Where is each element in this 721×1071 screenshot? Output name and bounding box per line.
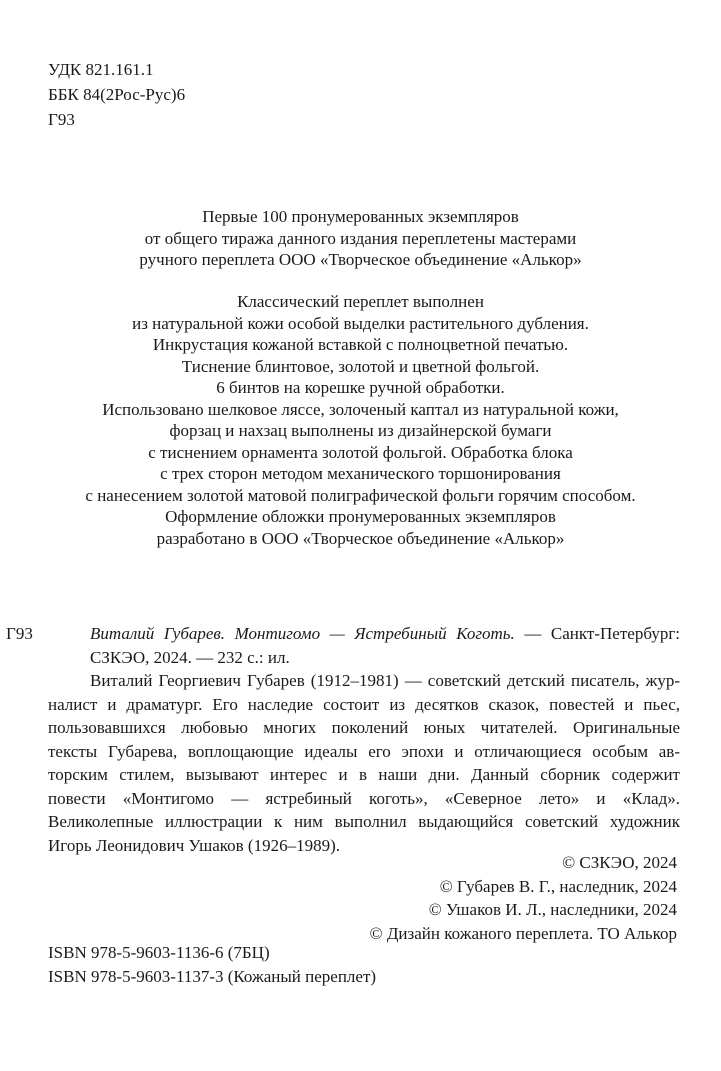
catalog-place: — Санкт-Петербург: — [524, 624, 681, 643]
binding-note-line: с тиснением орнамента золотой фольгой. Обработка блока — [148, 442, 573, 462]
annotation-line: пользовавшихся любовью многих поколений юных читателей. Оригинальные — [48, 718, 680, 737]
catalog-title: Виталий Губарев. Монтигомо — Ястребиный Коготь. — [90, 624, 515, 643]
bbk-code: ББК 84(2Рос-Рус)6 — [48, 85, 186, 104]
copyright-line: © Ушаков И. Л., наследники, 2024 — [428, 900, 677, 919]
copyright-line: © СЗКЭО, 2024 — [562, 853, 677, 872]
isbn-line: ISBN 978-5-9603-1137-3 (Кожаный переплет) — [48, 967, 377, 986]
edition-note-line: от общего тиража данного издания переплетены мастерами — [144, 228, 577, 248]
edition-note — [40, 206, 681, 271]
catalog-record — [6, 622, 681, 857]
annotation-line: тексты Губарева, воплощающие идеалы его эпохи и отличающиеся особым ав- — [48, 741, 680, 761]
binding-note-line: с трех сторон методом механического торшонирования — [160, 464, 561, 483]
binding-note-line: разработано в ООО «Творческое объединение «Алькор» — [156, 528, 565, 548]
binding-note — [40, 291, 681, 549]
edition-note-line: Первые 100 пронумерованных экземпляров — [202, 207, 519, 226]
binding-note-line: Использовано шелковое ляссе, золоченый каптал из натуральной кожи, — [102, 399, 619, 419]
annotation-line: Виталий Георгиевич Губарев (1912–1981) — советский детский писатель, жур- — [90, 671, 680, 690]
udk-code: УДК 821.161.1 — [48, 60, 154, 79]
catalog-author-mark: Г93 — [6, 624, 33, 643]
binding-note-line: Инкрустация кожаной вставкой с полноцветной печатью. — [152, 335, 569, 354]
binding-note-line: Оформление обложки пронумерованных экземпляров — [165, 507, 556, 526]
binding-note-line: из натуральной кожи особой выделки растительного дубления. — [132, 313, 589, 333]
edition-note-line: ручного переплета ООО «Творческое объединение «Алькор» — [139, 250, 582, 269]
copyright-line: © Губарев В. Г., наследник, 2024 — [439, 876, 677, 896]
binding-note-line: Тиснение блинтовое, золотой и цветной фольгой. — [181, 356, 540, 376]
annotation-line: торским стилем, вызывают интерес и в наши дни. Данный сборник содержит — [48, 765, 680, 784]
catalog-title-line — [6, 622, 681, 646]
binding-note-line: форзац и нахзац выполнены из дизайнерской бумаги — [169, 421, 552, 440]
copyright-line: © Дизайн кожаного переплета. ТО Алькор — [369, 923, 677, 943]
classification-codes — [48, 57, 185, 132]
binding-note-line: с нанесением золотой матовой полиграфической фольги горячим способом. — [85, 485, 636, 505]
annotation-line: Великолепные иллюстрации к ним выполнил выдающийся советский художник — [48, 812, 680, 831]
binding-note-line: 6 бинтов на корешке ручной обработки. — [216, 378, 505, 397]
annotation-line-last: Игорь Леонидович Ушаков (1926–1989). — [48, 835, 340, 855]
copyright-notices — [370, 851, 677, 945]
annotation-line: повести «Монтигомо — ястребиный коготь», «Северное лето» и «Клад». — [48, 788, 680, 808]
isbn-block — [48, 941, 376, 989]
annotation-line: налист и драматург. Его наследие состоит из десятков сказок, повестей и пьес, — [48, 694, 680, 714]
isbn-line: ISBN 978-5-9603-1136-6 (7БЦ) — [48, 943, 270, 962]
catalog-imprint: СЗКЭО, 2024. — 232 с.: ил. — [90, 647, 290, 667]
binding-note-line: Классический переплет выполнен — [237, 292, 484, 311]
author-mark: Г93 — [48, 110, 75, 129]
